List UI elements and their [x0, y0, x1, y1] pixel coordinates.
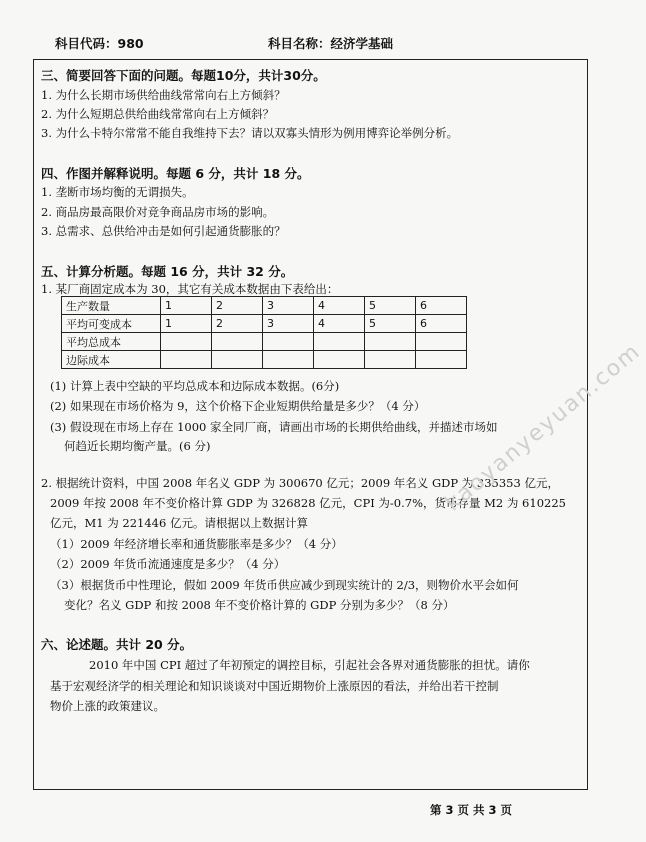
page-footer: 第 3 页 共 3 页: [430, 803, 513, 817]
s5-q1-part-3: (3) 假设现在市场上存在 1000 家全同厂商，请画出市场的长期供给曲线，并描述市场如: [50, 420, 498, 434]
page-header: [0, 34, 621, 54]
table-cell: [365, 333, 416, 351]
table-cell: [416, 333, 467, 351]
section-6-title: 六、论述题。共计 20 分。: [41, 637, 193, 652]
table-cell: [161, 333, 212, 351]
table-cell: 5: [365, 315, 416, 333]
table-cell: 1: [161, 315, 212, 333]
row-label: 生产数量: [62, 297, 161, 315]
table-cell: [314, 351, 365, 369]
s3-item-1: 1. 为什么长期市场供给曲线常常向右上方倾斜？: [41, 88, 286, 102]
table-row: [62, 315, 467, 333]
s5-q2-line-2: 2009 年按 2008 年不变价格计算 GDP 为 326828 亿元，CPI 为-0.7%，货币存量 M2 为 610225: [50, 496, 566, 510]
subject-name: 科目名称：经济学基础: [268, 36, 394, 51]
watermark: kaoyanyeyuan.com: [440, 338, 646, 517]
s6-line-2: 基于宏观经济学的相关理论和知识谈谈对中国近期物价上涨原因的看法，并给出若干控制: [50, 679, 499, 693]
table-cell: 2: [212, 315, 263, 333]
table-row: [62, 333, 467, 351]
cost-table: [61, 296, 467, 369]
table-cell: [416, 351, 467, 369]
table-cell: 6: [416, 297, 467, 315]
row-label: 边际成本: [62, 351, 161, 369]
row-label: 平均可变成本: [62, 315, 161, 333]
s4-item-1: 1. 垄断市场均衡的无谓损失。: [41, 185, 194, 199]
s5-q1-part-2: (2) 如果现在市场价格为 9，这个价格下企业短期供给量是多少？（4 分）: [50, 399, 426, 413]
row-label: 平均总成本: [62, 333, 161, 351]
table-cell: 6: [416, 315, 467, 333]
section-5-title: 五、计算分析题。每题 16 分，共计 32 分。: [41, 264, 294, 279]
table-cell: [212, 351, 263, 369]
table-cell: 3: [263, 297, 314, 315]
table-cell: [212, 333, 263, 351]
table-row: [62, 351, 467, 369]
table-cell: 5: [365, 297, 416, 315]
table-cell: 3: [263, 315, 314, 333]
s4-item-2: 2. 商品房最高限价对竞争商品房市场的影响。: [41, 205, 275, 219]
s3-item-3: 3. 为什么卡特尔常常不能自我维持下去？请以双寡头情形为例用博弈论举例分析。: [41, 126, 459, 140]
s5-q1-intro: 1. 某厂商固定成本为 30，其它有关成本数据由下表给出：: [41, 282, 339, 296]
s5-q2-part-3: （3）根据货币中性理论，假如 2009 年货币供应减少到现实统计的 2/3，则物价水平会如何: [50, 578, 519, 592]
section-4-title: 四、作图并解释说明。每题 6 分，共计 18 分。: [41, 166, 310, 181]
s5-q2-line-3: 亿元，M1 为 221446 亿元。请根据以上数据计算: [50, 516, 308, 530]
s6-line-1: 2010 年中国 CPI 超过了年初预定的调控目标，引起社会各界对通货膨胀的担忧。请你: [89, 658, 530, 672]
exam-frame: [33, 59, 588, 790]
table-cell: 1: [161, 297, 212, 315]
s5-q1-part-3-cont: 何趋近长期均衡产量。(6 分): [64, 439, 211, 453]
s3-item-2: 2. 为什么短期总供给曲线常常向右上方倾斜？: [41, 107, 275, 121]
subject-code: 科目代码：980: [55, 36, 144, 51]
s5-q2-part-3-cont: 变化？名义 GDP 和按 2008 年不变价格计算的 GDP 分别为多少？（8 分）: [64, 598, 455, 612]
table-cell: [263, 351, 314, 369]
section-3-title: 三、简要回答下面的问题。每题10分，共计30分。: [41, 68, 326, 83]
table-cell: [263, 333, 314, 351]
table-cell: 2: [212, 297, 263, 315]
table-cell: [365, 351, 416, 369]
s5-q2-part-1: （1）2009 年经济增长率和通货膨胀率是多少？（4 分）: [50, 537, 343, 551]
table-cell: [314, 333, 365, 351]
table-cell: 4: [314, 315, 365, 333]
table-row: [62, 297, 467, 315]
s6-line-3: 物价上涨的政策建议。: [50, 699, 165, 713]
table-cell: 4: [314, 297, 365, 315]
s4-item-3: 3. 总需求、总供给冲击是如何引起通货膨胀的？: [41, 224, 286, 238]
s5-q2-line-1: 2. 根据统计资料，中国 2008 年名义 GDP 为 300670 亿元；2009 年名义 GDP 为 335353 亿元，: [41, 476, 559, 490]
s5-q1-part-1: (1) 计算上表中空缺的平均总成本和边际成本数据。(6分): [50, 379, 340, 393]
table-cell: [161, 351, 212, 369]
s5-q2-part-2: （2）2009 年货币流通速度是多少？（4 分）: [50, 557, 286, 571]
